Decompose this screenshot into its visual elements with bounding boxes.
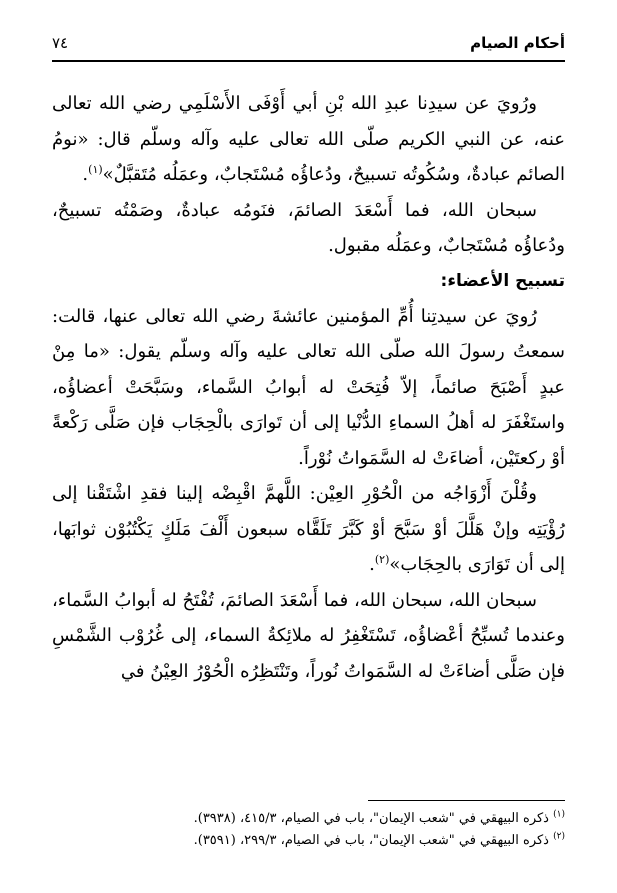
footnote-rule: [368, 800, 565, 801]
paragraph: سبحان الله، سبحان الله، فما أَسْعَدَ الصائمَ، تُفْتَحُ له أبوابُ السَّماء، وعندما تُسبِّحُ أعْضاؤُه، تَسْتَغْفِرُ له ملائِكةُ السماء، إلى غُرُوْب الشَّمْسِ فإن صَلَّى أضاءَتْ له السَّمَواتُ نُوراً، وتَنْتَظِرُه الْحُوْرُ العِيْنُ في: [52, 589, 565, 682]
paragraph-end: .: [82, 164, 89, 185]
header-rule: [52, 60, 565, 62]
paragraph-end: .: [369, 554, 375, 575]
paragraph: رُويَ عن سيدتِنا أُمِّ المؤمنين عائشةَ رضي الله تعالى عنها، قالت: سمعتُ رسولَ الله صلّى الله تعالى عليه وآله وسلّم يقول: «ما مِنْ عبدٍ أَصْبَحَ صائماً، إلاّ فُتِحَتْ له أبوابُ السَّماء، وسَبَّحَتْ أعضاؤُه، واستَغْفَرَ له أهلُ السماءِ الدُّنْيا إلى أن تَوارَى بالْحِجَاب فإن صَلَّى رَكْعةً أوْ ركعتَيْن، أضاءَتْ له السَّمَواتُ نُوْراً.: [52, 305, 565, 469]
paragraph-text: وقُلْنَ أَزْوَاجُه من الْحُوْرِ العِيْن: اللَّهمَّ اقْبِضْه إلينا فقدِ اشْتَقْنا إلى رُؤْيَتِه وإنْ هَلَّلَ أوْ سَبَّحَ أوْ كَبَّرَ تَلَقَّاه سبعون أَلْفَ مَلَكٍ يَكْتُبُوْن ثوابَها، إلى أن تَوَارَى بالحِجَاب»: [52, 483, 565, 575]
paragraph-text: ورُويَ عن سيدِنا عبدِ الله بْنِ أبي أَوْفَى الأَسْلَمِي رضي الله تعالى عنه، عن النبي الكريم صلّى الله تعالى عليه وآله وسلّم قال: «نومُ الصائم عبادةٌ، وسُكُوتُه تسبيحٌ، ودُعاؤُه مُسْتَجابٌ، وعمَلُه مُتَقبَّلٌ»: [52, 93, 565, 185]
footnote-number: (٢): [553, 831, 565, 842]
body-text: [52, 86, 565, 689]
page-header: [52, 30, 565, 64]
footnote: [52, 830, 565, 852]
footnote-text: ذكره البيهقي في "شعب الإيمان"، باب في الصيام، ٤١٥/٣، (٣٩٣٨).: [193, 811, 549, 826]
paragraph: [52, 86, 565, 193]
paragraph: سبحان الله، فما أَسْعَدَ الصائمَ، فنَومُه عبادةٌ، وصَمْتُه تسبيحٌ، ودُعاؤُه مُسْتَجابٌ، وعمَلُه مقبول.: [52, 199, 565, 256]
paragraph: [52, 476, 565, 583]
footnote-text: ذكره البيهقي في "شعب الإيمان"، باب في الصيام، ٢٩٩/٣، (٣٥٩١).: [193, 833, 549, 848]
footnote: [52, 808, 565, 830]
footnote-ref: (٢): [374, 553, 390, 566]
page-number: ٧٤: [52, 34, 69, 52]
footnote-ref: (١): [88, 163, 103, 176]
section-heading: تسبيح الأعضاء:: [440, 270, 565, 291]
running-title: أحكام الصيام: [470, 34, 565, 52]
footnotes: [52, 808, 565, 852]
footnote-number: (١): [553, 809, 565, 820]
